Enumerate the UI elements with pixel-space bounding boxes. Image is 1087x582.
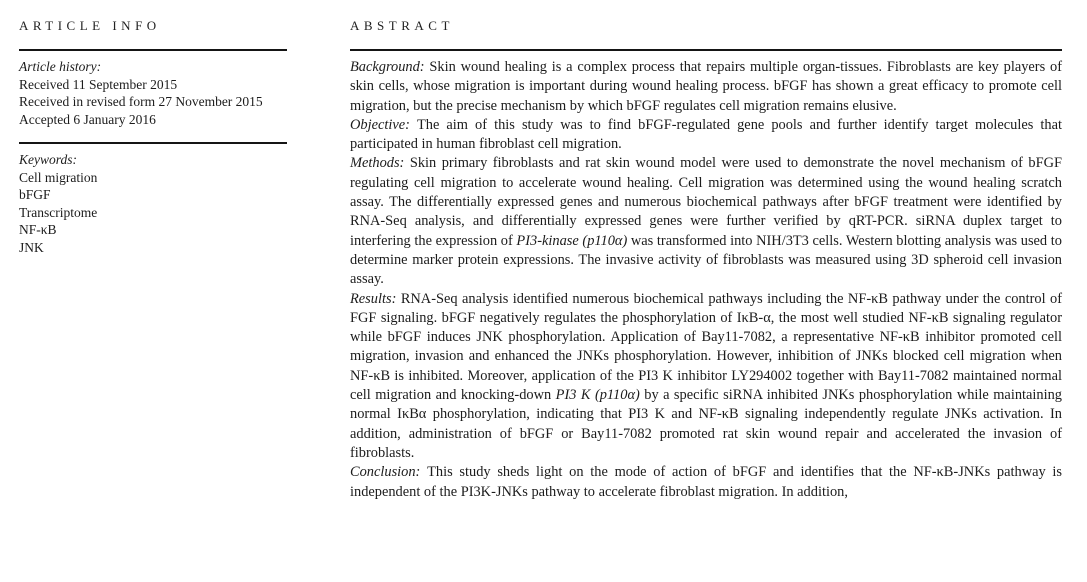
article-history-label: Article history:: [19, 59, 102, 74]
keywords-label: Keywords:: [19, 152, 77, 167]
article-info-top-rule: [19, 49, 287, 51]
history-item: Received 11 September 2015: [19, 76, 178, 92]
text-segment: by a specific siRNA inhibited JNKs phosphorylation while maintaining normal IκBα phosphorylation, indicating that PI3 K and NF-κB signaling independently regulate JNKs activation. In addition, administration of bFGF or Bay11-7082 promoted rat skin wound repair and accelerated the invasion of fibroblasts.: [350, 387, 1062, 461]
italic-segment: PI3 K (p110α): [555, 387, 640, 404]
history-item: Received in revised form 27 November 2015: [19, 94, 263, 109]
article-history-block: [19, 58, 287, 128]
abstract-section-objective: [350, 116, 1062, 155]
text-segment: was transformed into NIH/3T3 cells. Western blotting analysis was used to determine marker protein expressions. The invasive activity of fibroblasts was measured using 3D spheroid cell invasion assay.: [350, 232, 1062, 288]
keyword-item: NF-κB: [19, 222, 57, 237]
keyword-item: Cell migration: [19, 169, 98, 185]
abstract-section-results: [350, 290, 1062, 464]
keywords-rule: [19, 142, 287, 144]
keyword-item: JNK: [19, 239, 44, 255]
text-segment: Skin primary fibroblasts and rat skin wound model were used to demonstrate the novel mechanism of bFGF regulating cell migration to accelerate wound healing. Cell migration was determined using the wound healing scratch assay. The differentially expressed genes and numerous biochemical pathways after bFGF treatment were identified by RNA-Seq analysis, and differentially expressed genes were further verified by qRT-PCR. siRNA duplex target to interfering the expression of: [350, 155, 1062, 249]
italic-segment: Methods:: [350, 155, 410, 172]
article-history-list: [19, 76, 287, 129]
text-segment: RNA-Seq analysis identified numerous biochemical pathways including the NF-κB pathway under the control of FGF signaling. bFGF negatively regulates the phosphorylation of IκB-α, the most well studied NF-κB signaling regulator while bFGF induces JNK phosphorylation. Application of Bay11-7082, a representative NF-κB inhibitor promoted cell migration, invasion and enhanced the JNKs phosphorylation. However, inhibition of JNKs blocked cell migration when NF-κB is inhibited. Moreover, application of the PI3 K inhibitor LY294002 together with Bay11-7082 maintained normal cell migration and knocking-down: [350, 290, 1062, 404]
italic-segment: Conclusion:: [350, 464, 428, 481]
keywords-block: [19, 151, 287, 256]
text-segment: The aim of this study was to find bFGF-regulated gene pools and further identify target molecules that participated in human fibroblast cell migration.: [350, 116, 1062, 153]
abstract-section-methods: [350, 154, 1062, 289]
keyword-item: Transcriptome: [19, 204, 98, 220]
abstract-top-rule: [350, 49, 1062, 51]
abstract-body: [350, 58, 1062, 502]
italic-segment: Background:: [350, 59, 430, 75]
keywords-list: [19, 169, 287, 257]
abstract-section-background: [350, 58, 1062, 116]
keyword-item: bFGF: [19, 187, 51, 202]
abstract-column: [350, 18, 1062, 502]
article-info-heading: ARTICLE INFO: [19, 18, 161, 33]
abstract-heading: ABSTRACT: [350, 18, 454, 33]
article-info-column: [19, 18, 287, 256]
text-segment: Skin wound healing is a complex process that repairs multiple organ-tissues. Fibroblasts are key players of skin cells, whose migration is important during wound healing process. bFGF has shown a great efficacy to promote cell migration, but the precise mechanism by which bFGF regulates cell migration remains elusive.: [350, 59, 1062, 114]
italic-segment: Results:: [350, 290, 401, 307]
history-item: Accepted 6 January 2016: [19, 111, 156, 127]
abstract-section-conclusion: [350, 463, 1062, 502]
italic-segment: PI3-kinase (p110α): [516, 232, 628, 249]
text-segment: This study sheds light on the mode of action of bFGF and identifies that the NF-κB-JNKs pathway is independent of the PI3K-JNKs pathway to accelerate fibroblast migration. In addition,: [350, 464, 1063, 500]
italic-segment: Objective:: [350, 116, 417, 133]
